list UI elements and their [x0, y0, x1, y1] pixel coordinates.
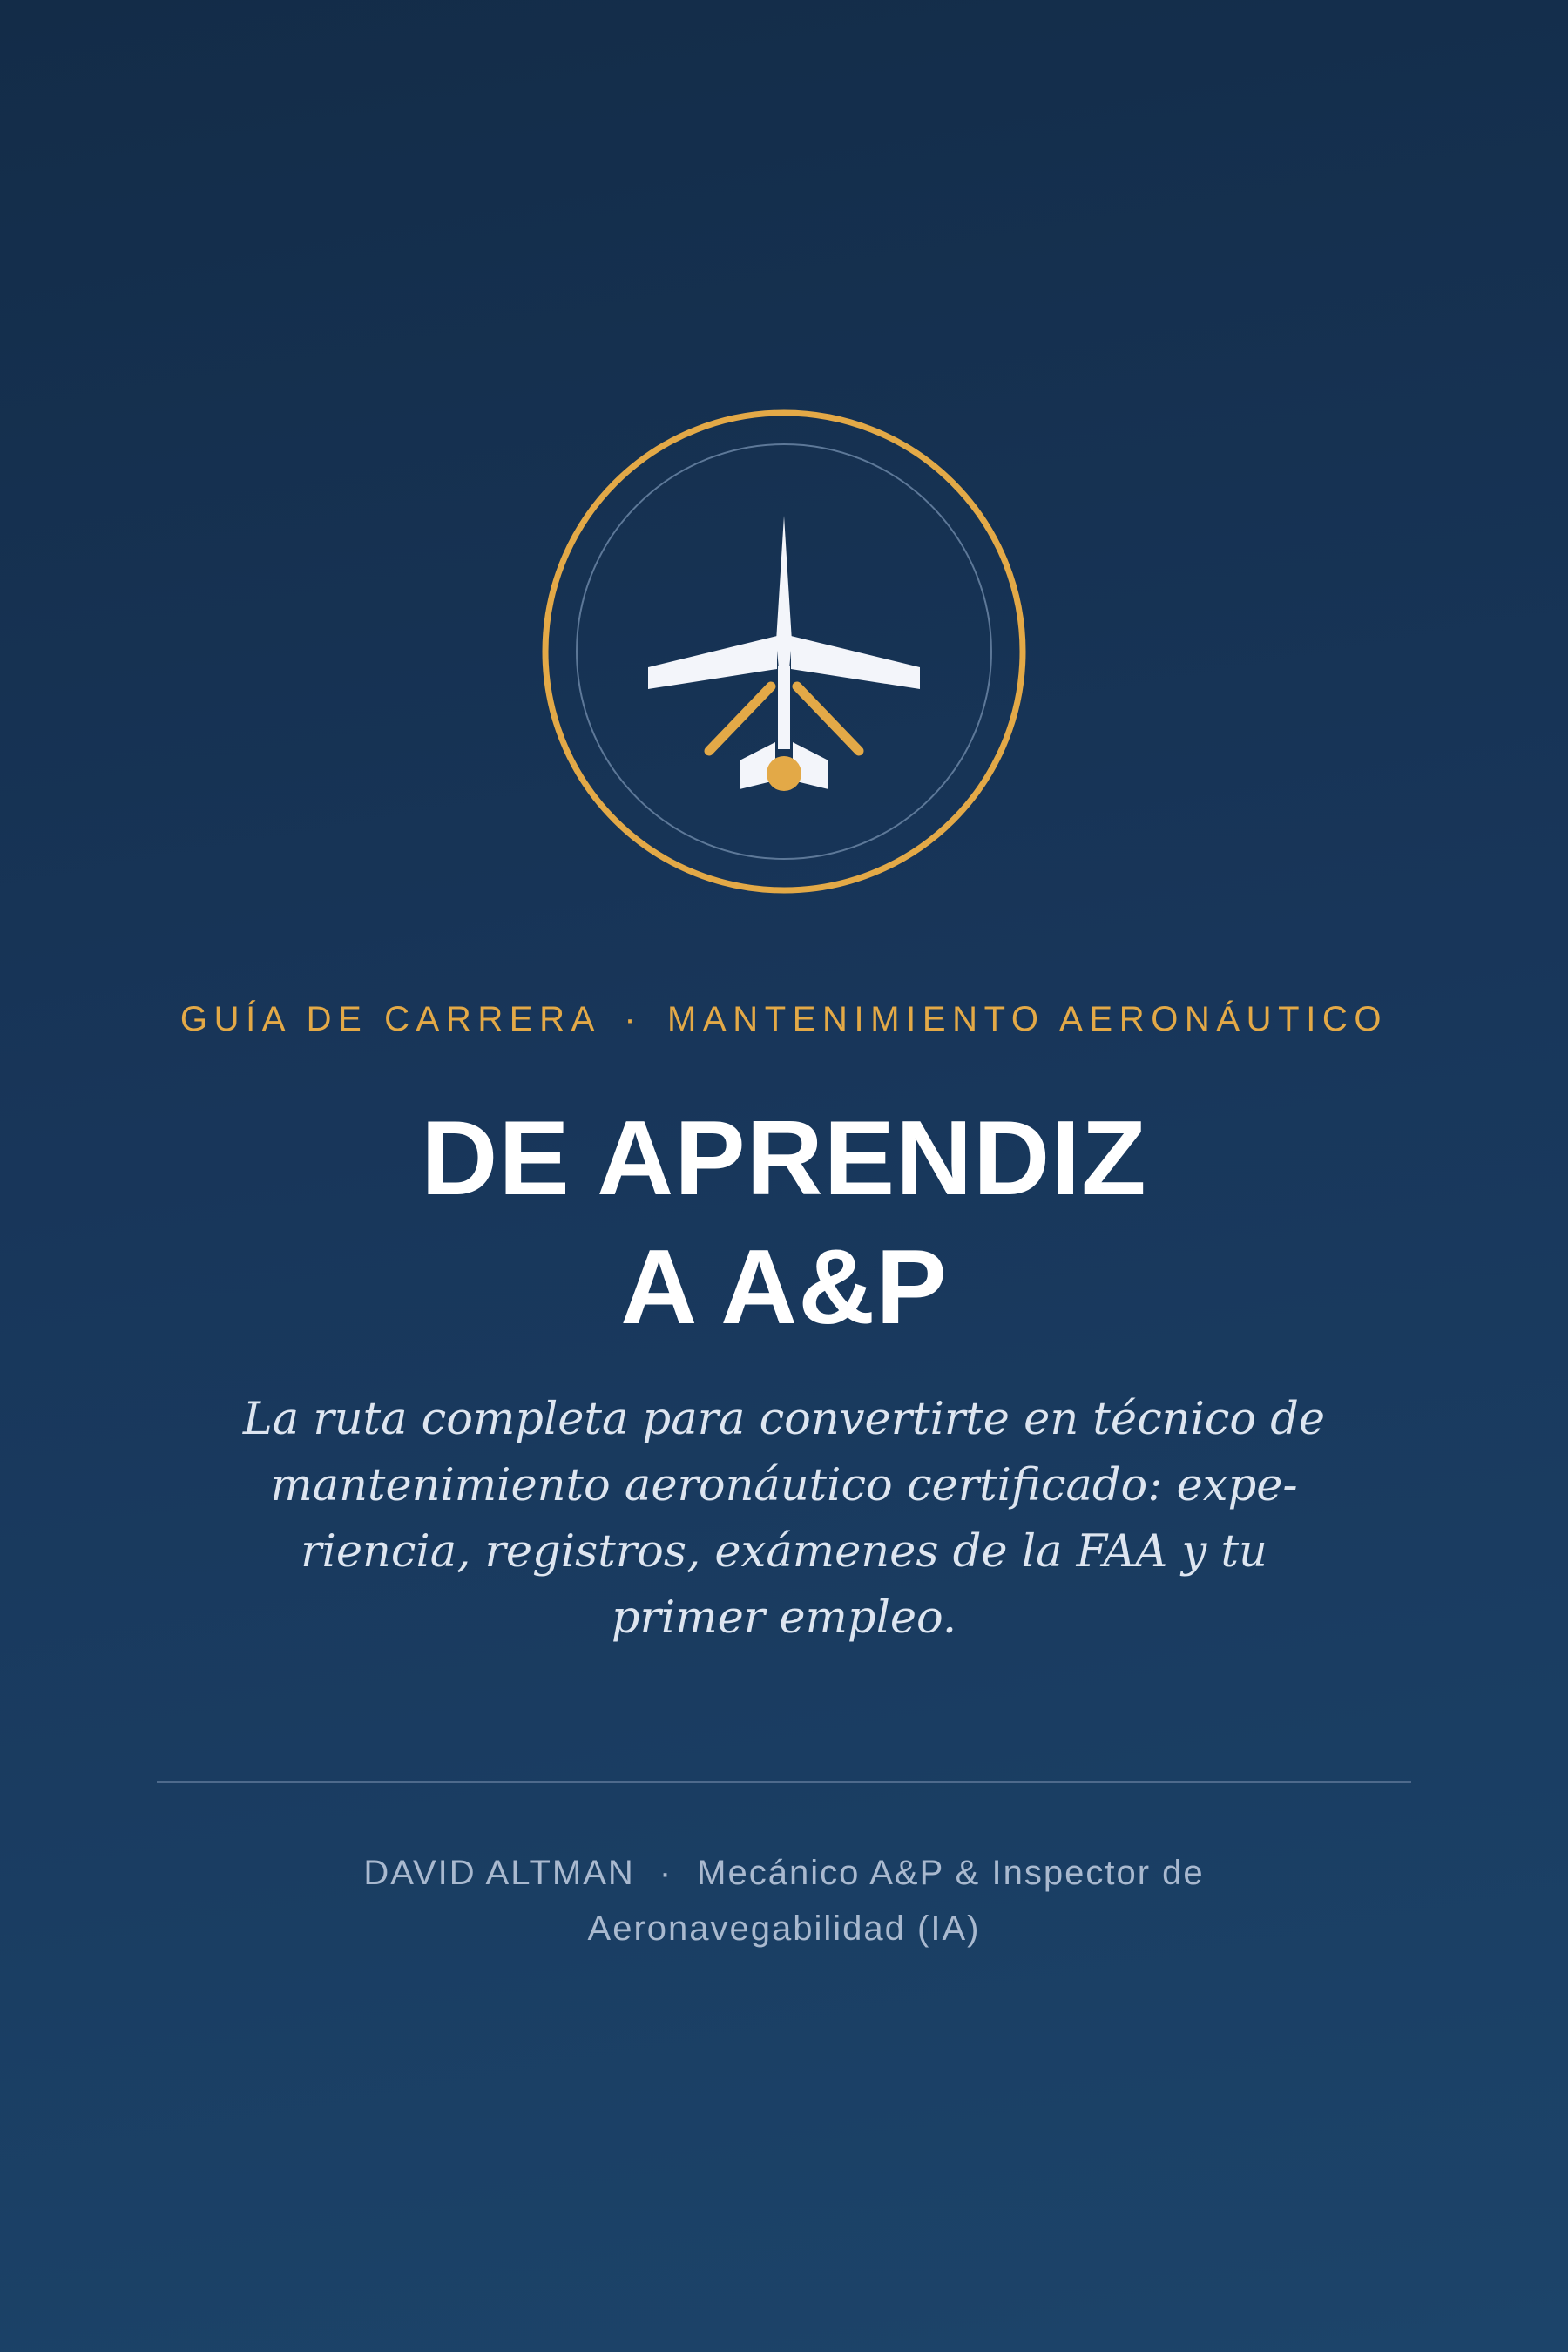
divider — [157, 1781, 1411, 1783]
author-role-continued: Aeronavegabilidad (IA) — [587, 1909, 981, 1948]
subtitle-line-1: La ruta completa para convertirte en técnico de — [242, 1394, 1326, 1445]
author-name: DAVID ALTMAN — [363, 1854, 635, 1892]
subtitle-line-4: primer empleo. — [611, 1592, 957, 1644]
kicker-separator: · — [624, 1000, 643, 1038]
byline-line-1 — [0, 1845, 1568, 1901]
kicker-field: MANTENIMIENTO AERONÁUTICO — [667, 1000, 1389, 1038]
author-role: Mecánico A&P & Inspector de — [697, 1854, 1205, 1892]
book-subtitle — [192, 1387, 1376, 1652]
emblem — [540, 408, 1028, 896]
airplane-wrench-emblem-icon — [540, 408, 1028, 896]
airplane-icon — [648, 516, 920, 789]
author-byline — [0, 1845, 1568, 1957]
subtitle-line-3: riencia, registros, exámenes de la FAA y tu — [301, 1526, 1267, 1578]
kicker-category: GUÍA DE CARRERA — [179, 1000, 599, 1038]
byline-separator: · — [659, 1854, 673, 1892]
cover-kicker — [0, 998, 1568, 1040]
subtitle-line-2: mantenimiento aeronáutico certificado: expe- — [270, 1460, 1298, 1511]
book-title — [0, 1093, 1568, 1351]
book-title-line-2: A A&P — [620, 1227, 948, 1346]
book-title-line-1: DE APRENDIZ — [421, 1098, 1147, 1217]
